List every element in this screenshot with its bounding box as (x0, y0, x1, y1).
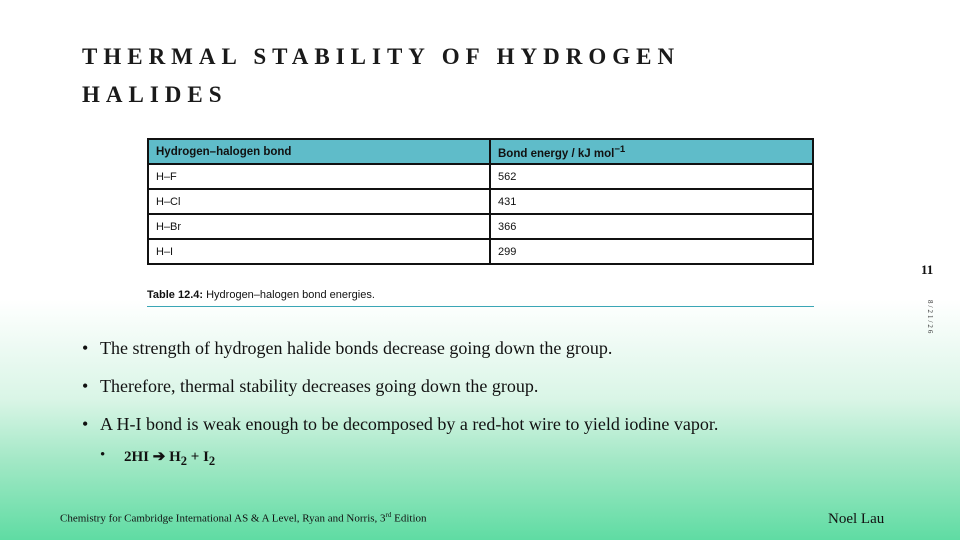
table-row (148, 214, 813, 239)
energy-header-text: Bond energy / kJ mol (498, 147, 615, 160)
equation-subscript: 2 (180, 454, 188, 468)
energy-cell: 431 (490, 189, 813, 214)
bullet-item: • A H-I bond is weak enough to be decomposed by a red-hot wire to yield iodine vapor. (82, 412, 718, 436)
slide-date: 8/21/26 (926, 300, 934, 336)
column-header-bond: Hydrogen–halogen bond (148, 139, 490, 164)
table-row (148, 164, 813, 189)
caption-text: Hydrogen–halogen bond energies. (206, 289, 375, 301)
source-text-end: Edition (391, 512, 427, 525)
bond-cell: H–F (148, 164, 490, 189)
bullet-list (82, 336, 718, 450)
caption-label: Table 12.4: (147, 289, 204, 301)
slide-title: THERMAL STABILITY OF HYDROGEN HALIDES (82, 44, 681, 107)
bond-cell: H–Br (148, 214, 490, 239)
energy-cell: 299 (490, 239, 813, 264)
page-number: 11 (921, 262, 934, 277)
equation-reactant: 2HI (124, 449, 150, 465)
author-name: Noel Lau (828, 511, 885, 527)
source-citation (60, 511, 427, 525)
equation-product-i: I (203, 449, 209, 465)
source-text: Chemistry for Cambridge International AS & A Level, Ryan and Norris, 3 (60, 512, 386, 525)
bond-cell: H–I (148, 239, 490, 264)
table-row (148, 239, 813, 264)
equation-subscript: 2 (208, 454, 216, 468)
table-row (148, 189, 813, 214)
arrow-icon: ➔ (152, 449, 166, 465)
source-superscript: rd (385, 511, 392, 519)
equation (100, 447, 215, 469)
column-header-energy (490, 139, 813, 164)
energy-cell: 366 (490, 214, 813, 239)
equation-plus: + (190, 449, 200, 465)
bullet-item: • Therefore, thermal stability decreases going down the group. (82, 374, 718, 398)
bond-energy-table (147, 138, 814, 265)
energy-header-superscript: −1 (614, 143, 626, 155)
bond-cell: H–Cl (148, 189, 490, 214)
table-header-row (148, 139, 813, 164)
energy-cell: 562 (490, 164, 813, 189)
equation-product-h: H (169, 449, 181, 465)
bullet-item: • The strength of hydrogen halide bonds decrease going down the group. (82, 336, 718, 360)
table-caption (147, 289, 814, 307)
